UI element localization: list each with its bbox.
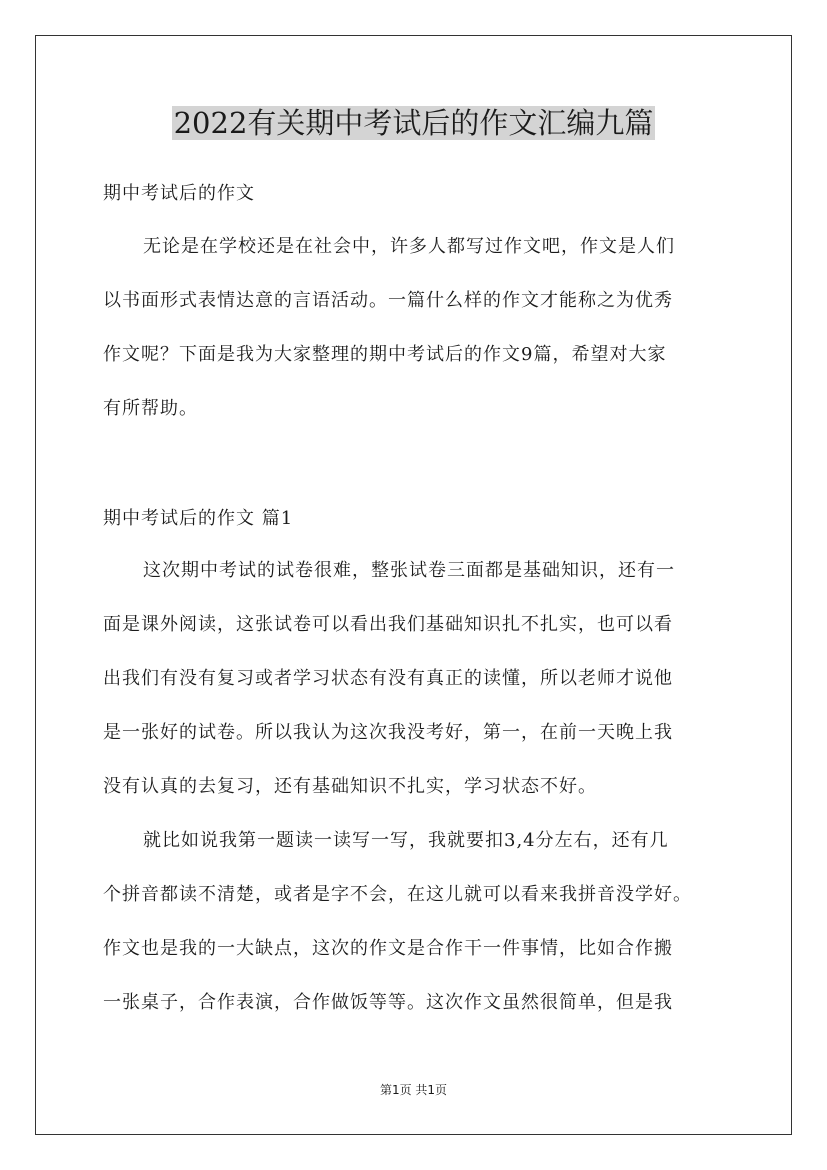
- section1-para2-line-1: 就比如说我第一题读一读写一写，我就要扣3,4分左右，还有几: [143, 830, 669, 851]
- intro-line-1: 无论是在学校还是在社会中，许多人都写过作文吧，作文是人们: [143, 236, 675, 257]
- document-title-text: 2022有关期中考试后的作文汇编九篇: [173, 106, 654, 140]
- intro-line-2: 以书面形式表情达意的言语活动。一篇什么样的作文才能称之为优秀: [103, 290, 673, 311]
- intro-line-4: 有所帮助。: [103, 398, 198, 419]
- section1-para1-line-4: 是一张好的试卷。所以我认为这次我没考好，第一，在前一天晚上我: [103, 722, 673, 743]
- section1-para1-line-1: 这次期中考试的试卷很难，整张试卷三面都是基础知识，还有一: [143, 560, 675, 581]
- intro-heading: 期中考试后的作文: [103, 183, 255, 204]
- section1-para2-line-3: 作文也是我的一大缺点，这次的作文是合作干一件事情，比如合作搬: [103, 938, 673, 959]
- intro-line-3: 作文呢？下面是我为大家整理的期中考试后的作文9篇，希望对大家: [103, 344, 667, 365]
- document-title: [0, 103, 827, 143]
- section1-para2-line-4: 一张桌子，合作表演，合作做饭等等。这次作文虽然很简单，但是我: [103, 992, 673, 1013]
- section1-para1-line-5: 没有认真的去复习，还有基础知识不扎实，学习状态不好。: [103, 776, 597, 797]
- section1-para1-line-2: 面是课外阅读，这张试卷可以看出我们基础知识扎不扎实，也可以看: [103, 614, 673, 635]
- page-number-footer: 第1页 共1页: [379, 1083, 448, 1097]
- section1-para2-line-2: 个拼音都读不清楚，或者是字不会，在这儿就可以看来我拼音没学好。: [103, 884, 692, 905]
- section1-heading: 期中考试后的作文 篇1: [103, 508, 294, 529]
- section1-para1-line-3: 出我们有没有复习或者学习状态有没有真正的读懂，所以老师才说他: [103, 668, 673, 689]
